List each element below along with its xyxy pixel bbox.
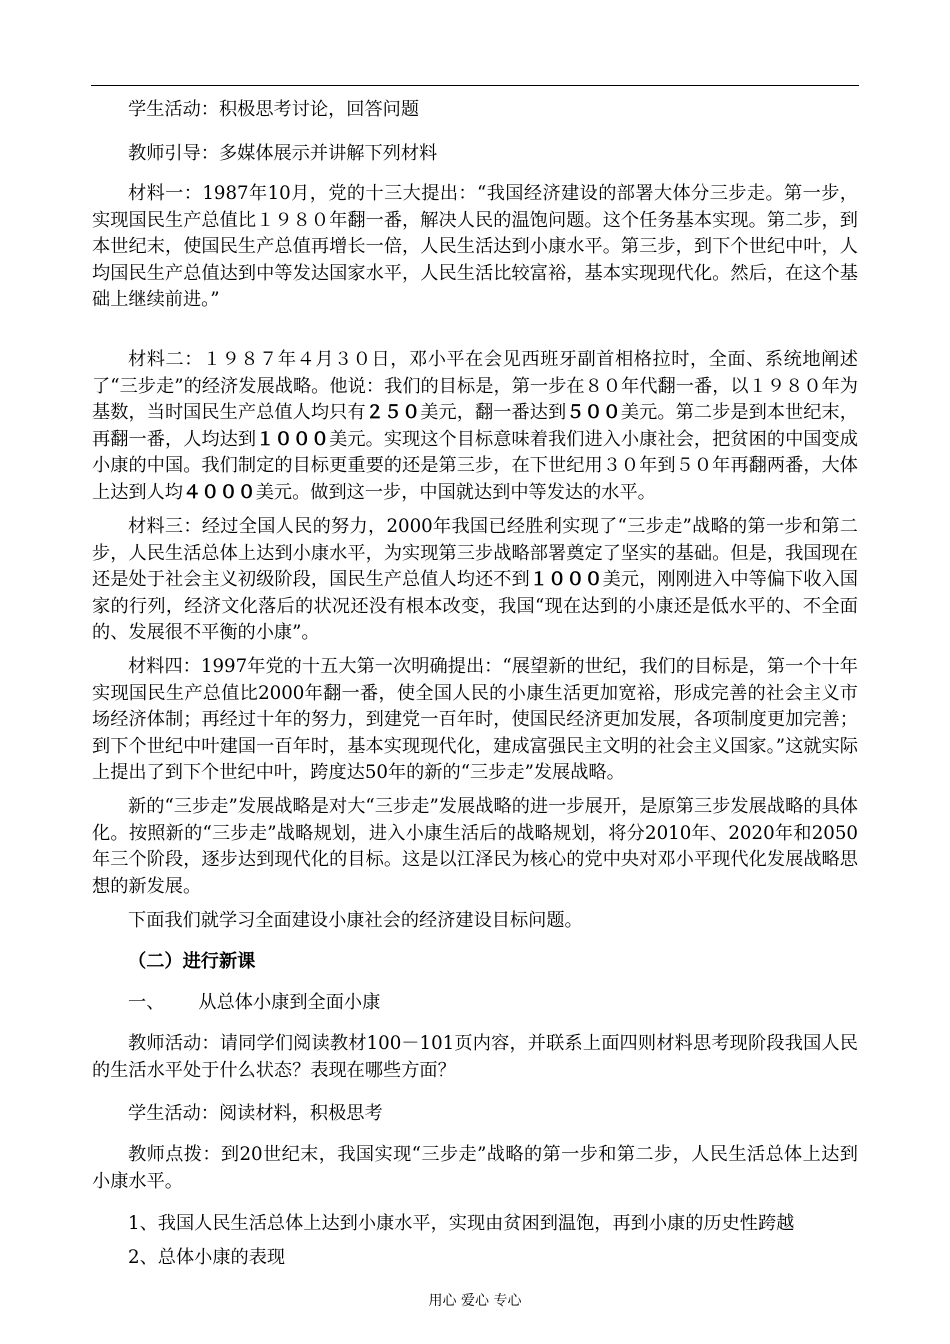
- paragraph-new-strategy: 新的“三步走”发展战略是对大“三步走”发展战略的进一步展开，是原第三步发展战略的具体化。按照新的“三步走”战略规划，进入小康生活后的战略规划，将分2010年、2020年和2050年三个阶段，逐步达到现代化的目标。这是以江泽民为核心的党中央对邓小平现代化发展战略思想的新发展。: [92, 796, 858, 897]
- subsection-title: 从总体小康到全面小康: [198, 992, 381, 1013]
- text-span: 美元，刚刚进入中等偏下收入国家的行列，经济文化落后的状况还没有根本改变，我国“现在达到的小康还是低水平的、不全面的、发展很不平衡的小康”。: [92, 569, 858, 643]
- paragraph-teacher-guide: 教师引导：多媒体展示并讲解下列材料: [128, 143, 438, 164]
- paragraph-material-2: [92, 347, 858, 506]
- page-footer: 用心 爱心 专心: [428, 1293, 522, 1309]
- list-item-1: 1、我国人民生活总体上达到小康水平，实现由贫困到温饱，再到小康的历史性跨越: [128, 1213, 795, 1234]
- text-span: 美元。做到这一步，中国就达到中等发达的水平。: [255, 481, 656, 503]
- subsection-heading: [128, 990, 828, 1017]
- paragraph-teacher-hint: 教师点拨：到20世纪末，我国实现“三步走”战略的第一步和第二步，人民生活总体上达到小康水平。: [92, 1144, 858, 1192]
- text-span: 美元。实现这个目标意味着我们进入小康社会，把贫困的中国变成小康的中国。我们制定的目标更重要的还是第三步，在下世纪用３０年到５０年再翻两番，大体上达到人均: [92, 428, 858, 503]
- text-span: 美元。第二步是到本世纪末，再翻一番，人均达到: [92, 402, 858, 450]
- paragraph-student-activity-2: 学生活动：阅读材料，积极思考: [128, 1103, 383, 1124]
- paragraph-material-3: [92, 514, 858, 647]
- number-4000: ４０００: [182, 481, 256, 503]
- paragraph-material-4: 材料四：1997年党的十五大第一次明确提出：“展望新的世纪，我们的目标是，第一个十年实现国民生产总值比2000年翻一番，使全国人民的小康生活更加宽裕，形成完善的社会主义市场经济体制；再经过十年的努力，到建党一百年时，使国民经济更加发展，各项制度更加完善；到下个世纪中叶建国一百年时，基本实现现代化，建成富强民主文明的社会主义国家。”这就实际上提出了到下个世纪中叶，跨度达50年的新的“三步走”发展战略。: [92, 656, 858, 783]
- paragraph-material-1: 材料一：1987年10月，党的十三大提出：“我国经济建设的部署大体分三步走。第一步，实现国民生产总值比１９８０年翻一番，解决人民的温饱问题。这个任务基本实现。第二步，到本世纪末，使国民生产总值再增长一倍，人民生活达到小康水平。第三步，到下个世纪中叶，人均国民生产总值达到中等发达国家水平，人民生活比较富裕，基本实现现代化。然后，在这个基础上继续前进。”: [92, 183, 858, 310]
- text-span: 美元，翻一番达到: [420, 402, 567, 423]
- list-item-2: 2、总体小康的表现: [128, 1247, 286, 1268]
- number-1000: １０００: [256, 428, 330, 450]
- subsection-number: 一、: [128, 992, 165, 1013]
- text-span: 材料三：经过全国人民的努力，2000年我国已经胜利实现了“三步走”战略的第一步和第二步，人民生活总体上达到小康水平，为实现第三步战略部署奠定了坚实的基础。但是，我国现在还是处于社会主义初级阶段，国民生产总值人均还不到: [92, 516, 858, 590]
- number-1000-b: １０００: [529, 569, 603, 590]
- paragraph-teacher-activity: 教师活动：请同学们阅读教材100－101页内容，并联系上面四则材料思考现阶段我国人民的生活水平处于什么状态？表现在哪些方面？: [92, 1033, 858, 1081]
- header-rule: [91, 85, 859, 86]
- paragraph-student-activity-1: 学生活动：积极思考讨论，回答问题: [128, 99, 420, 120]
- paragraph-transition: 下面我们就学习全面建设小康社会的经济建设目标问题。: [128, 910, 583, 931]
- number-250: ２５０: [365, 402, 421, 423]
- section-heading: （二）进行新课: [128, 951, 256, 972]
- number-500: ５００: [566, 402, 621, 423]
- text-span: 材料二：１９８７年４月３０日，邓小平在会见西班牙副首相格拉时，全面、系统地阐述了“三步走”的经济发展战略。他说：我们的目标是，第一步在８０年代翻一番，以１９８０年为基数，当时国民生产总值人均只有: [92, 349, 858, 423]
